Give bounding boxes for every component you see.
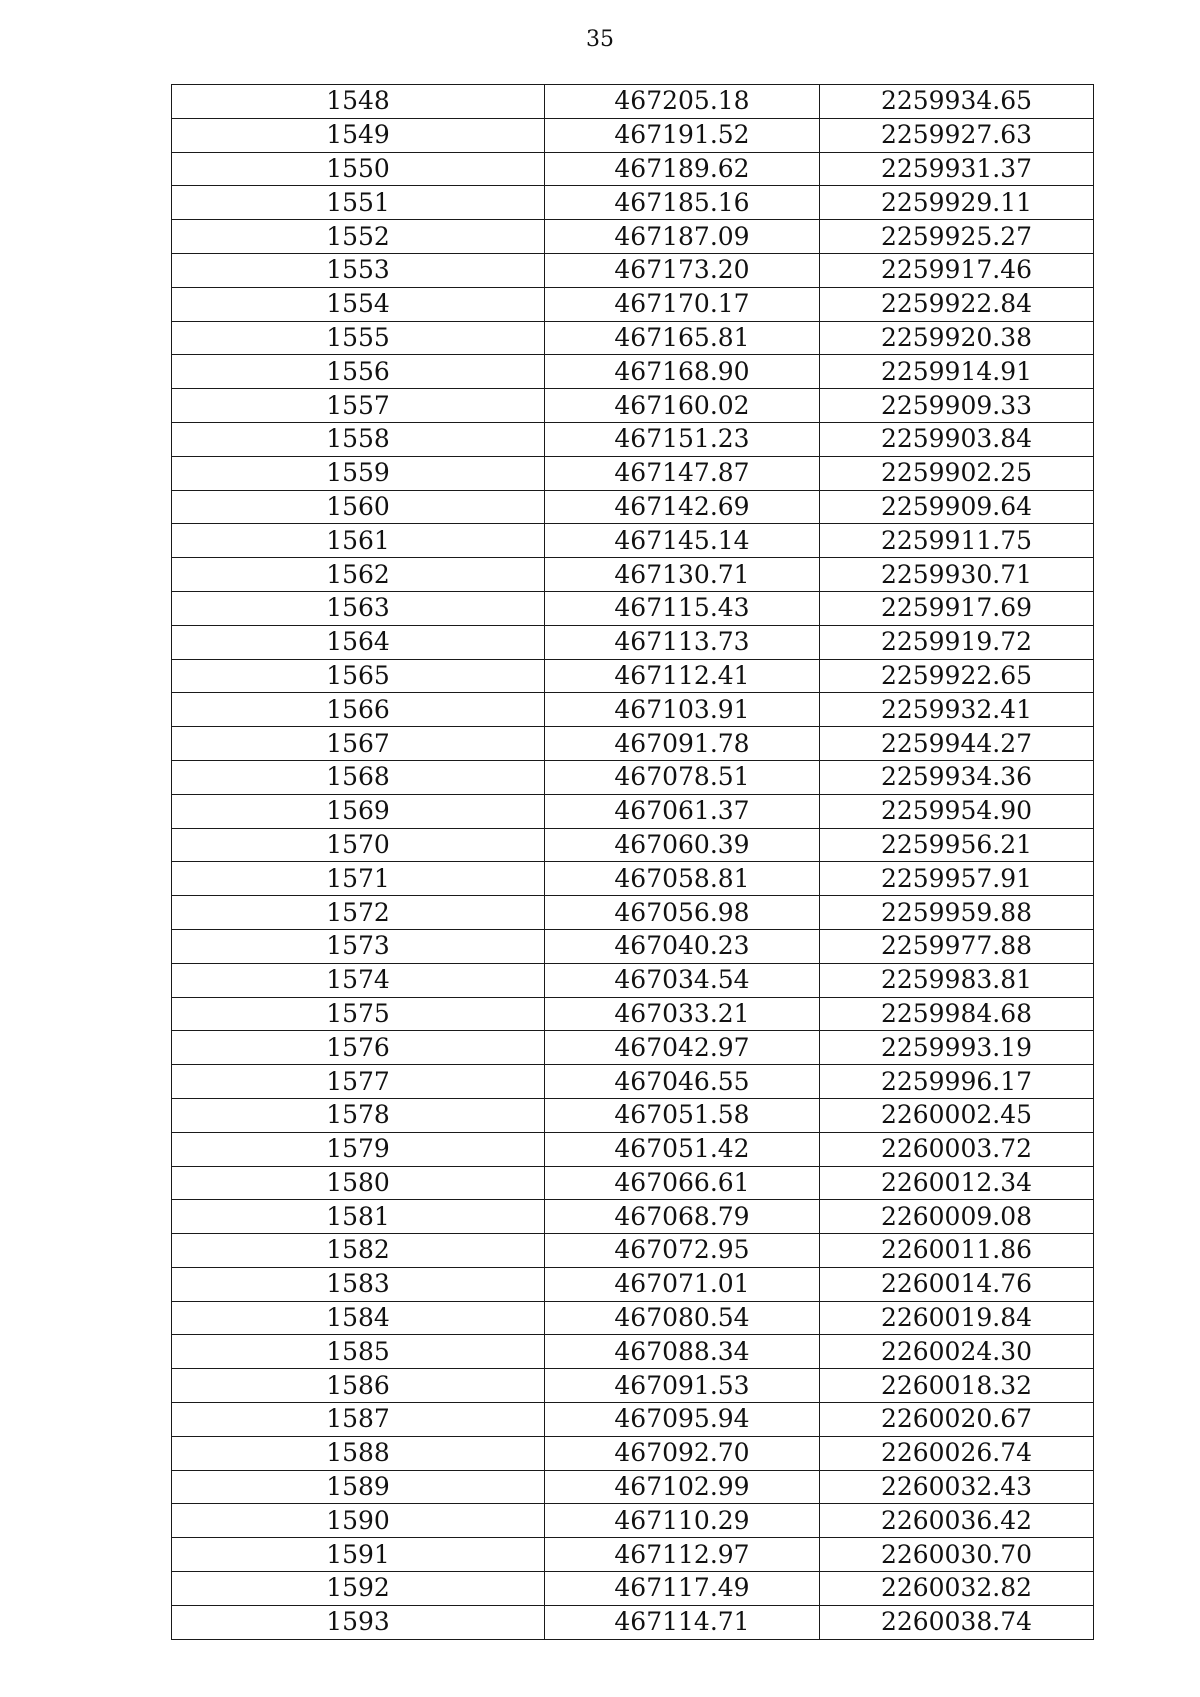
point-number-cell: 1570 (172, 828, 545, 862)
y-coordinate-cell: 2260011.86 (820, 1234, 1094, 1268)
x-coordinate-cell: 467051.58 (545, 1098, 820, 1132)
table-row (172, 1031, 1094, 1065)
x-coordinate-cell: 467142.69 (545, 490, 820, 524)
x-coordinate-cell: 467066.61 (545, 1166, 820, 1200)
table-row (172, 896, 1094, 930)
y-coordinate-cell: 2259931.37 (820, 152, 1094, 186)
table-row (172, 828, 1094, 862)
point-number-cell: 1572 (172, 896, 545, 930)
point-number-cell: 1593 (172, 1605, 545, 1639)
point-number-cell: 1568 (172, 760, 545, 794)
x-coordinate-cell: 467147.87 (545, 456, 820, 490)
coordinates-table-body (172, 85, 1094, 1640)
table-row (172, 997, 1094, 1031)
point-number-cell: 1577 (172, 1065, 545, 1099)
table-row (172, 186, 1094, 220)
x-coordinate-cell: 467189.62 (545, 152, 820, 186)
x-coordinate-cell: 467103.91 (545, 693, 820, 727)
x-coordinate-cell: 467091.53 (545, 1369, 820, 1403)
y-coordinate-cell: 2260026.74 (820, 1436, 1094, 1470)
table-row (172, 693, 1094, 727)
point-number-cell: 1578 (172, 1098, 545, 1132)
table-row (172, 1436, 1094, 1470)
x-coordinate-cell: 467091.78 (545, 727, 820, 761)
table-row (172, 760, 1094, 794)
point-number-cell: 1575 (172, 997, 545, 1031)
table-row (172, 1267, 1094, 1301)
x-coordinate-cell: 467117.49 (545, 1572, 820, 1606)
table-row (172, 85, 1094, 119)
table-row (172, 1065, 1094, 1099)
x-coordinate-cell: 467114.71 (545, 1605, 820, 1639)
x-coordinate-cell: 467034.54 (545, 963, 820, 997)
x-coordinate-cell: 467092.70 (545, 1436, 820, 1470)
point-number-cell: 1567 (172, 727, 545, 761)
x-coordinate-cell: 467205.18 (545, 85, 820, 119)
x-coordinate-cell: 467072.95 (545, 1234, 820, 1268)
y-coordinate-cell: 2259996.17 (820, 1065, 1094, 1099)
table-row (172, 287, 1094, 321)
point-number-cell: 1582 (172, 1234, 545, 1268)
x-coordinate-cell: 467168.90 (545, 355, 820, 389)
table-row (172, 456, 1094, 490)
point-number-cell: 1569 (172, 794, 545, 828)
point-number-cell: 1553 (172, 253, 545, 287)
table-row (172, 1335, 1094, 1369)
table-row (172, 524, 1094, 558)
point-number-cell: 1584 (172, 1301, 545, 1335)
x-coordinate-cell: 467078.51 (545, 760, 820, 794)
x-coordinate-cell: 467110.29 (545, 1504, 820, 1538)
point-number-cell: 1583 (172, 1267, 545, 1301)
x-coordinate-cell: 467088.34 (545, 1335, 820, 1369)
x-coordinate-cell: 467068.79 (545, 1200, 820, 1234)
y-coordinate-cell: 2260038.74 (820, 1605, 1094, 1639)
x-coordinate-cell: 467151.23 (545, 422, 820, 456)
x-coordinate-cell: 467102.99 (545, 1470, 820, 1504)
point-number-cell: 1556 (172, 355, 545, 389)
y-coordinate-cell: 2259934.36 (820, 760, 1094, 794)
table-row (172, 389, 1094, 423)
y-coordinate-cell: 2259934.65 (820, 85, 1094, 119)
coordinates-table (171, 84, 1094, 1640)
point-number-cell: 1552 (172, 220, 545, 254)
point-number-cell: 1588 (172, 1436, 545, 1470)
x-coordinate-cell: 467187.09 (545, 220, 820, 254)
y-coordinate-cell: 2259919.72 (820, 625, 1094, 659)
x-coordinate-cell: 467170.17 (545, 287, 820, 321)
table-row (172, 659, 1094, 693)
x-coordinate-cell: 467060.39 (545, 828, 820, 862)
point-number-cell: 1581 (172, 1200, 545, 1234)
y-coordinate-cell: 2259977.88 (820, 929, 1094, 963)
y-coordinate-cell: 2259929.11 (820, 186, 1094, 220)
y-coordinate-cell: 2259959.88 (820, 896, 1094, 930)
table-row (172, 1470, 1094, 1504)
table-row (172, 253, 1094, 287)
point-number-cell: 1565 (172, 659, 545, 693)
y-coordinate-cell: 2259922.84 (820, 287, 1094, 321)
y-coordinate-cell: 2259993.19 (820, 1031, 1094, 1065)
table-row (172, 558, 1094, 592)
x-coordinate-cell: 467058.81 (545, 862, 820, 896)
point-number-cell: 1589 (172, 1470, 545, 1504)
x-coordinate-cell: 467160.02 (545, 389, 820, 423)
point-number-cell: 1564 (172, 625, 545, 659)
x-coordinate-cell: 467191.52 (545, 118, 820, 152)
point-number-cell: 1566 (172, 693, 545, 727)
y-coordinate-cell: 2259909.33 (820, 389, 1094, 423)
table-row (172, 727, 1094, 761)
point-number-cell: 1551 (172, 186, 545, 220)
x-coordinate-cell: 467046.55 (545, 1065, 820, 1099)
y-coordinate-cell: 2260020.67 (820, 1403, 1094, 1437)
table-row (172, 1504, 1094, 1538)
point-number-cell: 1550 (172, 152, 545, 186)
table-row (172, 355, 1094, 389)
x-coordinate-cell: 467113.73 (545, 625, 820, 659)
y-coordinate-cell: 2259909.64 (820, 490, 1094, 524)
y-coordinate-cell: 2260036.42 (820, 1504, 1094, 1538)
table-row (172, 152, 1094, 186)
point-number-cell: 1580 (172, 1166, 545, 1200)
point-number-cell: 1557 (172, 389, 545, 423)
table-row (172, 1234, 1094, 1268)
x-coordinate-cell: 467042.97 (545, 1031, 820, 1065)
y-coordinate-cell: 2259917.69 (820, 591, 1094, 625)
y-coordinate-cell: 2260024.30 (820, 1335, 1094, 1369)
x-coordinate-cell: 467080.54 (545, 1301, 820, 1335)
x-coordinate-cell: 467165.81 (545, 321, 820, 355)
point-number-cell: 1571 (172, 862, 545, 896)
x-coordinate-cell: 467040.23 (545, 929, 820, 963)
table-row (172, 1572, 1094, 1606)
y-coordinate-cell: 2259927.63 (820, 118, 1094, 152)
table-row (172, 963, 1094, 997)
point-number-cell: 1591 (172, 1538, 545, 1572)
point-number-cell: 1585 (172, 1335, 545, 1369)
point-number-cell: 1559 (172, 456, 545, 490)
y-coordinate-cell: 2259932.41 (820, 693, 1094, 727)
y-coordinate-cell: 2259903.84 (820, 422, 1094, 456)
point-number-cell: 1549 (172, 118, 545, 152)
y-coordinate-cell: 2259911.75 (820, 524, 1094, 558)
y-coordinate-cell: 2260012.34 (820, 1166, 1094, 1200)
point-number-cell: 1554 (172, 287, 545, 321)
point-number-cell: 1562 (172, 558, 545, 592)
table-row (172, 591, 1094, 625)
table-row (172, 220, 1094, 254)
table-row (172, 862, 1094, 896)
table-row (172, 422, 1094, 456)
x-coordinate-cell: 467185.16 (545, 186, 820, 220)
table-row (172, 1538, 1094, 1572)
y-coordinate-cell: 2260018.32 (820, 1369, 1094, 1403)
x-coordinate-cell: 467051.42 (545, 1132, 820, 1166)
y-coordinate-cell: 2260032.82 (820, 1572, 1094, 1606)
point-number-cell: 1586 (172, 1369, 545, 1403)
y-coordinate-cell: 2259944.27 (820, 727, 1094, 761)
x-coordinate-cell: 467112.41 (545, 659, 820, 693)
x-coordinate-cell: 467056.98 (545, 896, 820, 930)
x-coordinate-cell: 467112.97 (545, 1538, 820, 1572)
y-coordinate-cell: 2259983.81 (820, 963, 1094, 997)
point-number-cell: 1555 (172, 321, 545, 355)
table-row (172, 1605, 1094, 1639)
table-row (172, 118, 1094, 152)
point-number-cell: 1590 (172, 1504, 545, 1538)
y-coordinate-cell: 2260019.84 (820, 1301, 1094, 1335)
y-coordinate-cell: 2259914.91 (820, 355, 1094, 389)
point-number-cell: 1560 (172, 490, 545, 524)
point-number-cell: 1592 (172, 1572, 545, 1606)
y-coordinate-cell: 2260003.72 (820, 1132, 1094, 1166)
table-row (172, 794, 1094, 828)
x-coordinate-cell: 467145.14 (545, 524, 820, 558)
y-coordinate-cell: 2259930.71 (820, 558, 1094, 592)
y-coordinate-cell: 2259922.65 (820, 659, 1094, 693)
point-number-cell: 1548 (172, 85, 545, 119)
y-coordinate-cell: 2260009.08 (820, 1200, 1094, 1234)
table-row (172, 1301, 1094, 1335)
point-number-cell: 1579 (172, 1132, 545, 1166)
x-coordinate-cell: 467071.01 (545, 1267, 820, 1301)
table-row (172, 625, 1094, 659)
table-row (172, 1369, 1094, 1403)
table-row (172, 1200, 1094, 1234)
y-coordinate-cell: 2259957.91 (820, 862, 1094, 896)
x-coordinate-cell: 467033.21 (545, 997, 820, 1031)
point-number-cell: 1587 (172, 1403, 545, 1437)
y-coordinate-cell: 2260014.76 (820, 1267, 1094, 1301)
x-coordinate-cell: 467095.94 (545, 1403, 820, 1437)
point-number-cell: 1563 (172, 591, 545, 625)
x-coordinate-cell: 467061.37 (545, 794, 820, 828)
point-number-cell: 1573 (172, 929, 545, 963)
y-coordinate-cell: 2259902.25 (820, 456, 1094, 490)
table-row (172, 929, 1094, 963)
table-row (172, 1403, 1094, 1437)
x-coordinate-cell: 467130.71 (545, 558, 820, 592)
y-coordinate-cell: 2260002.45 (820, 1098, 1094, 1132)
y-coordinate-cell: 2259925.27 (820, 220, 1094, 254)
table-row (172, 321, 1094, 355)
y-coordinate-cell: 2259920.38 (820, 321, 1094, 355)
page-number: 35 (586, 27, 614, 52)
table-row (172, 1098, 1094, 1132)
y-coordinate-cell: 2260032.43 (820, 1470, 1094, 1504)
y-coordinate-cell: 2259956.21 (820, 828, 1094, 862)
table-row (172, 1166, 1094, 1200)
x-coordinate-cell: 467173.20 (545, 253, 820, 287)
point-number-cell: 1561 (172, 524, 545, 558)
point-number-cell: 1558 (172, 422, 545, 456)
y-coordinate-cell: 2259984.68 (820, 997, 1094, 1031)
x-coordinate-cell: 467115.43 (545, 591, 820, 625)
y-coordinate-cell: 2259917.46 (820, 253, 1094, 287)
point-number-cell: 1574 (172, 963, 545, 997)
y-coordinate-cell: 2259954.90 (820, 794, 1094, 828)
y-coordinate-cell: 2260030.70 (820, 1538, 1094, 1572)
table-row (172, 490, 1094, 524)
point-number-cell: 1576 (172, 1031, 545, 1065)
table-row (172, 1132, 1094, 1166)
